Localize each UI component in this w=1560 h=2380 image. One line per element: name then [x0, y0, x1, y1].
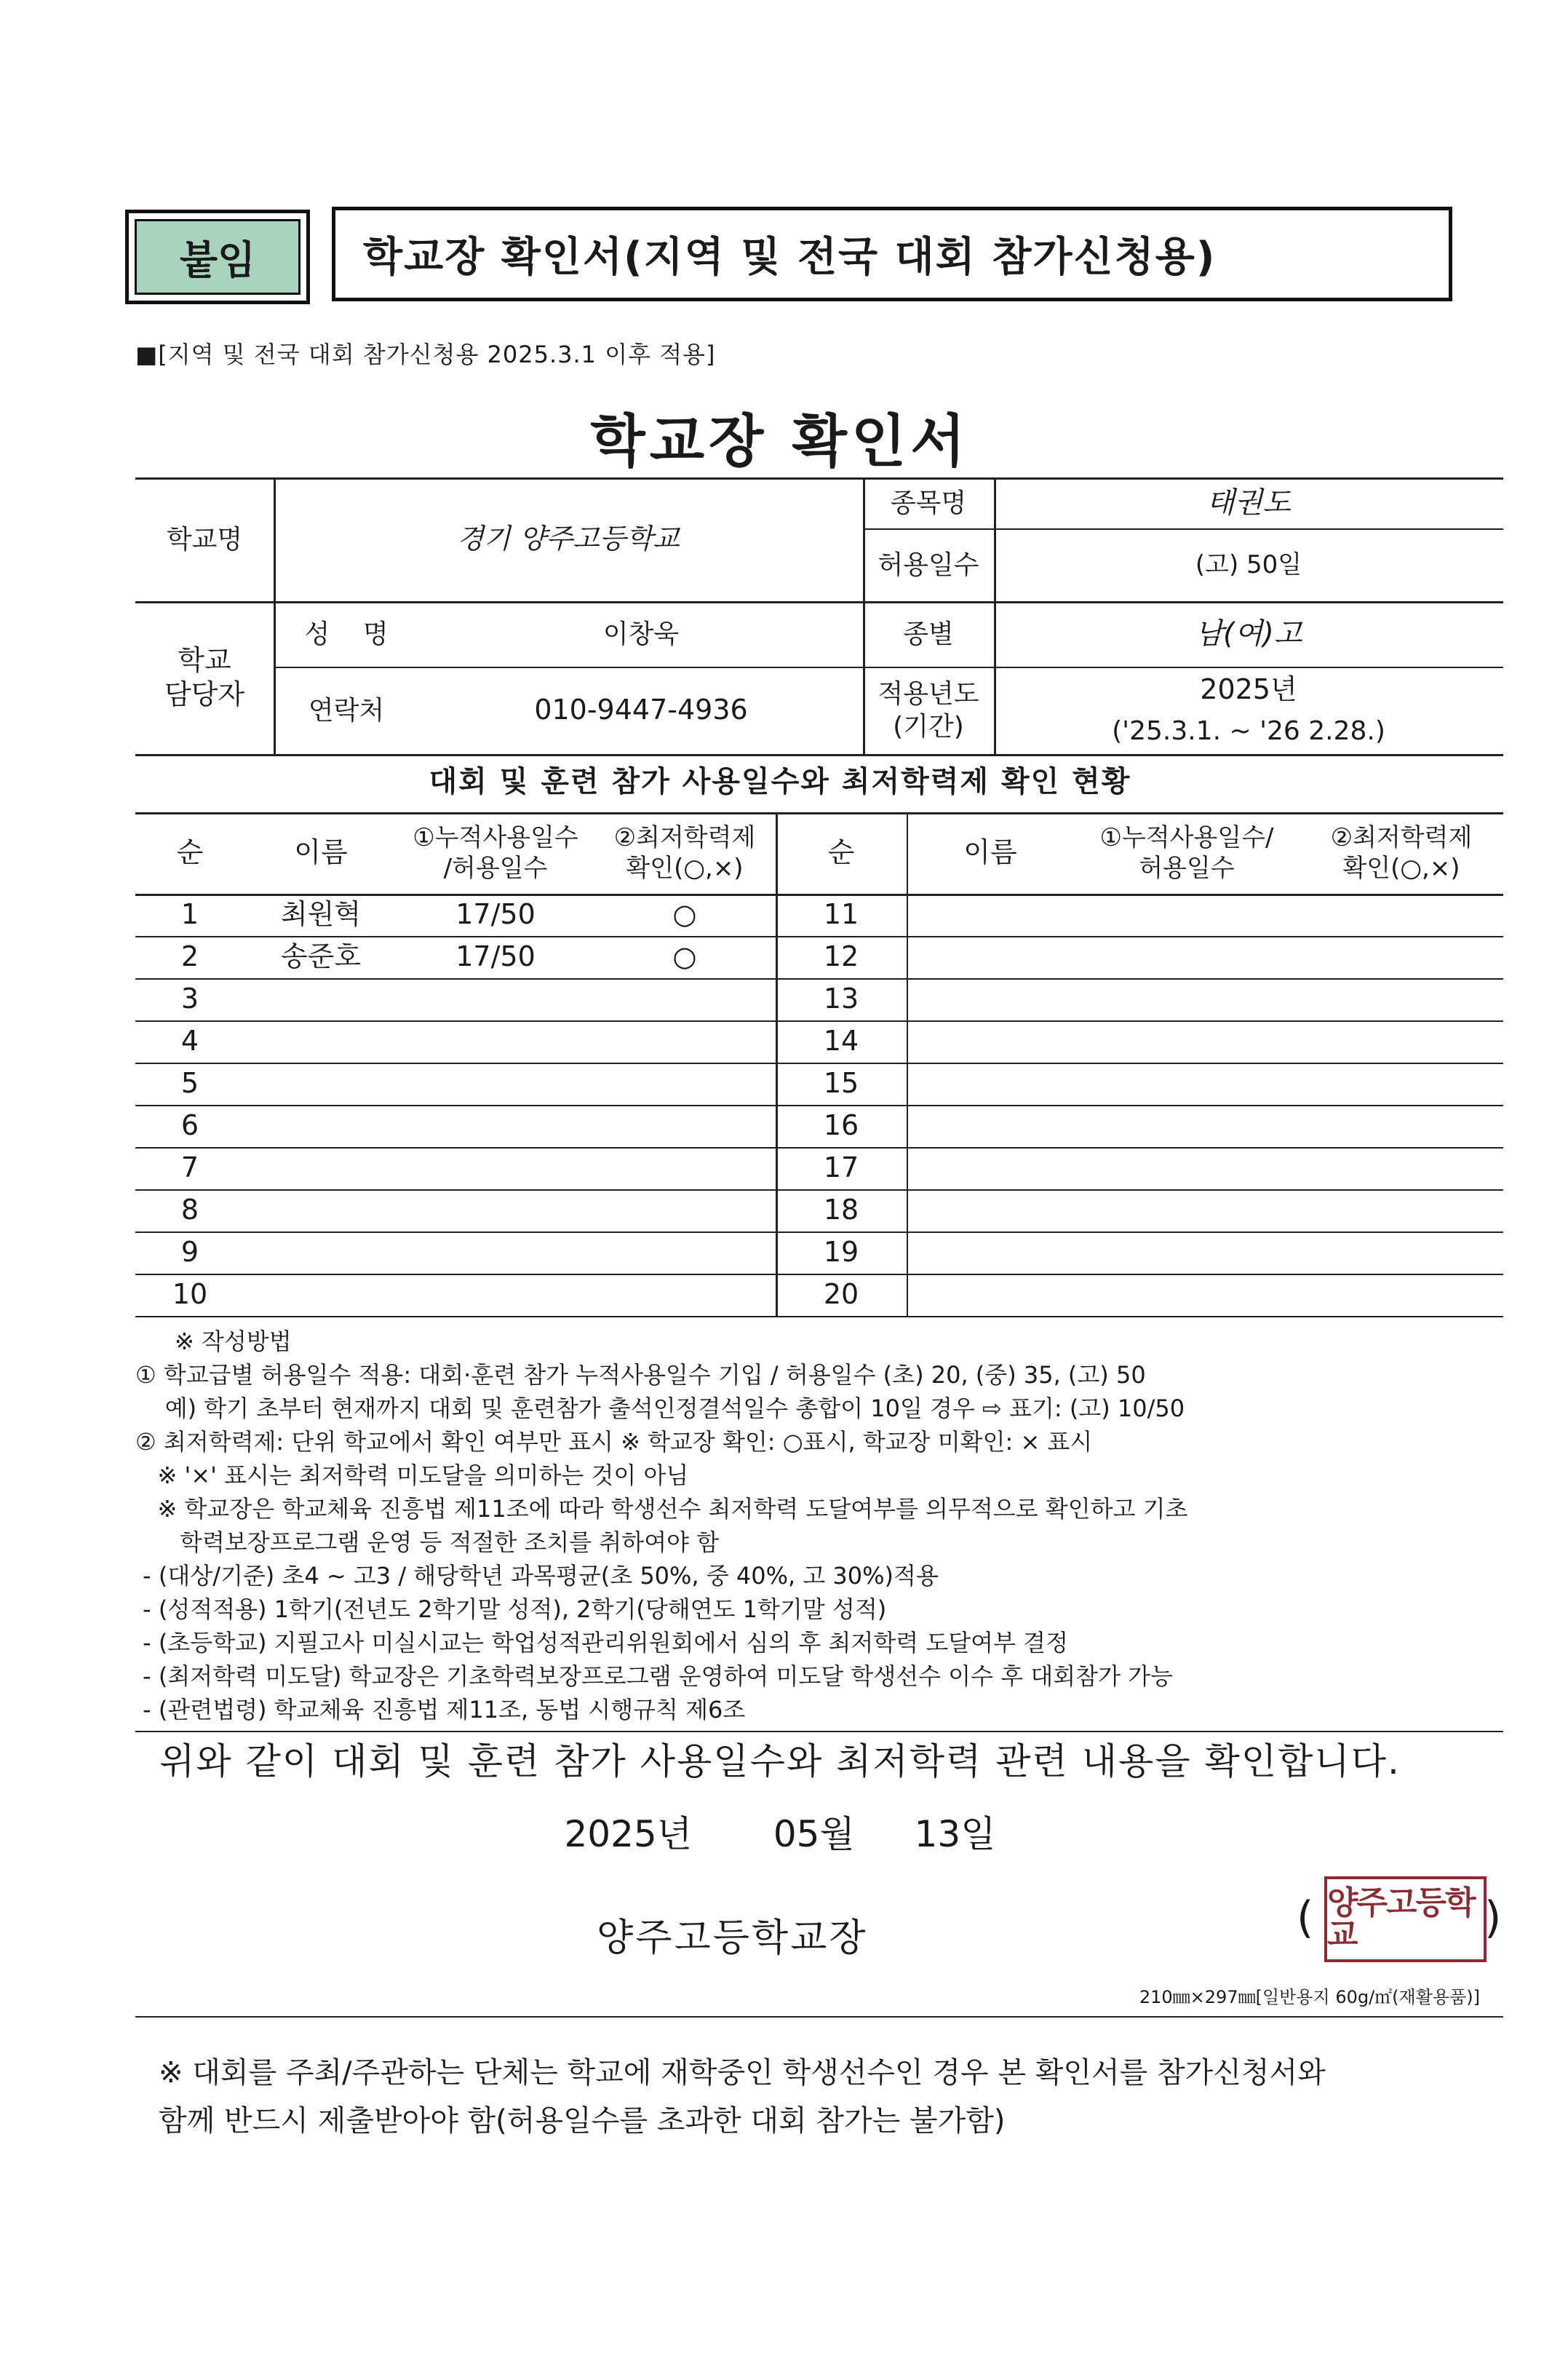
row-cell-check	[594, 1274, 776, 1316]
row-cell-check	[594, 1231, 776, 1274]
row-cell-name: 최원혁	[280, 898, 362, 931]
date-year: 2025년	[564, 1813, 693, 1855]
gender-value: 남(여)고	[1195, 617, 1302, 651]
year-value: 2025년	[1200, 673, 1297, 706]
row-cell-name: 송준호	[280, 940, 362, 973]
row-cell-no: 6	[180, 1109, 199, 1142]
row-cell-no: 3	[180, 983, 199, 1015]
row-cell-check	[594, 1147, 776, 1189]
note-line: ② 최저학력제: 단위 학교에서 확인 여부만 표시 ※ 학교장 확인: ○표시, 학교장 미확인: × 표시	[135, 1428, 1093, 1456]
row-cell-name	[244, 978, 397, 1020]
row-cell-no2: 15	[823, 1067, 859, 1100]
row-divider	[135, 1316, 1503, 1317]
row-cell-days	[397, 1231, 594, 1274]
note-line: 예) 학기 초부터 현재까지 대회 및 훈련참가 출석인정결석일수 총합이 10일 경우 ⇨ 표기: (고) 10/50	[135, 1395, 1185, 1422]
allowed-days-value: (고) 50일	[1195, 550, 1302, 579]
principal-name: 양주고등학교장	[597, 1916, 868, 1960]
row-cell-no2: 17	[823, 1151, 859, 1184]
row-cell-days	[397, 1020, 594, 1063]
row-cell-no: 2	[180, 940, 199, 973]
note-line: - (성적적용) 1학기(전년도 2학기말 성적), 2학기(당해연도 1학기말 성적)	[135, 1595, 887, 1623]
note-line: ① 학교급별 허용일수 적용: 대회·훈련 참가 누적사용일수 기입 / 허용일수 (초) 20, (중) 35, (고) 50	[135, 1361, 1146, 1389]
row-cell-check	[594, 1020, 776, 1063]
confirmation-text: 위와 같이 대회 및 훈련 참가 사용일수와 최저학력 관련 내용을 확인합니다.	[159, 1740, 1401, 1782]
attachment-tag-label: 붙임	[135, 219, 301, 295]
issue-date	[0, 1805, 1560, 1857]
row-cell-check: ○	[672, 898, 697, 931]
footnote-line-2: 함께 반드시 제출받아야 함(허용일수를 초과한 대회 참가는 불가함)	[159, 2104, 1006, 2138]
allowed-days-label: 허용일수	[878, 550, 979, 580]
document-header-title: 학교장 확인서(지역 및 전국 대회 참가신청용)	[332, 207, 1452, 301]
row-cell-check	[594, 978, 776, 1020]
row-cell-no2: 20	[823, 1278, 859, 1311]
row-cell-days: 17/50	[455, 898, 536, 931]
year-label: 적용년도 (기간)	[878, 679, 979, 742]
period-value: ('25.3.1. ~ '26 2.28.)	[1112, 715, 1385, 746]
note-line: - (최저학력 미도달) 학교장은 기초학력보장프로그램 운영하여 미도달 학생선수 이수 후 대회참가 가능	[135, 1662, 1173, 1690]
row-cell-name	[244, 1063, 397, 1105]
manager-label: 학교 담당자	[164, 643, 245, 710]
header-check-right: ②최저학력제 확인(○,×)	[1330, 822, 1473, 883]
note-line: - (관련법령) 학교체육 진흥법 제11조, 동법 시행규칙 제6조	[135, 1696, 746, 1723]
row-cell-days: 17/50	[455, 940, 536, 973]
date-month: 05월	[773, 1813, 855, 1855]
page-title: 학교장 확인서	[590, 409, 970, 475]
header-days: ①누적사용일수 /허용일수	[413, 822, 578, 883]
row-cell-days	[397, 1189, 594, 1231]
row-cell-check	[594, 1105, 776, 1147]
header-days-right: ①누적사용일수/ 허용일수	[1099, 822, 1274, 883]
sport-value: 태권도	[1206, 486, 1291, 520]
manager-name: 이창욱	[602, 619, 680, 649]
paper-spec: 210㎜×297㎜[일반용지 60g/㎡(재활용품)]	[1139, 1987, 1480, 2007]
row-cell-days	[397, 1147, 594, 1189]
header-check: ②최저학력제 확인(○,×)	[613, 822, 756, 883]
row-cell-no: 4	[180, 1025, 199, 1058]
school-value: 경기 양주고등학교	[457, 523, 680, 555]
note-line: - (초등학교) 지필고사 미실시교는 학업성적관리위원회에서 심의 후 최저학력 도달여부 결정	[135, 1629, 1068, 1657]
row-cell-no2: 19	[823, 1236, 859, 1269]
attachment-tag	[125, 210, 310, 304]
contact-value: 010-9447-4936	[534, 694, 748, 726]
row-cell-no2: 14	[823, 1025, 859, 1058]
row-cell-name	[244, 1105, 397, 1147]
row-cell-no: 1	[180, 898, 199, 931]
name-label: 성 명	[304, 619, 389, 649]
seal-paren-close: )	[1484, 1892, 1502, 1943]
header-no-right: 순	[827, 836, 855, 869]
row-cell-no: 9	[180, 1236, 199, 1269]
note-line: ※ '×' 표시는 최저학력 미도달을 의미하는 것이 아님	[135, 1461, 689, 1489]
row-cell-no2: 11	[823, 898, 859, 931]
row-cell-days	[397, 1063, 594, 1105]
row-cell-check	[594, 1063, 776, 1105]
row-cell-no2: 12	[823, 940, 859, 973]
note-line: ※ 학교장은 학교체육 진흥법 제11조에 따라 학생선수 최저학력 도달여부를 의무적으로 확인하고 기초	[135, 1495, 1188, 1523]
row-cell-no2: 18	[823, 1194, 859, 1226]
date-day: 13일	[914, 1813, 996, 1855]
row-cell-no: 5	[180, 1067, 199, 1100]
row-cell-no: 7	[180, 1151, 199, 1184]
row-cell-days	[397, 978, 594, 1020]
row-cell-no: 10	[172, 1278, 208, 1311]
seal-paren-open: (	[1297, 1892, 1314, 1943]
subtitle: ■[지역 및 전국 대회 참가신청용 2025.3.1 이후 적용]	[135, 341, 716, 368]
header-name: 이름	[294, 836, 348, 869]
row-cell-name	[244, 1231, 397, 1274]
footnote-line-1: ※ 대회를 주최/주관하는 단체는 학교에 재학중인 학생선수인 경우 본 확인서를 참가신청서와	[159, 2056, 1326, 2090]
school-label: 학교명	[166, 524, 243, 555]
row-cell-name	[244, 1147, 397, 1189]
row-cell-check	[594, 1189, 776, 1231]
note-line: 학력보장프로그램 운영 등 적절한 조치를 취하여야 함	[135, 1528, 720, 1556]
header-no: 순	[176, 836, 204, 869]
sport-label: 종목명	[890, 488, 967, 518]
school-seal: 양주고등학교	[1324, 1876, 1487, 1962]
section-title: 대회 및 훈련 참가 사용일수와 최저학력제 확인 현황	[429, 765, 1131, 798]
row-cell-no2: 16	[823, 1109, 859, 1142]
header-name-right: 이름	[963, 836, 1017, 869]
row-cell-check: ○	[672, 940, 697, 973]
row-cell-name	[244, 1020, 397, 1063]
row-cell-days	[397, 1274, 594, 1316]
row-cell-no: 8	[180, 1194, 199, 1226]
row-cell-days	[397, 1105, 594, 1147]
note-line: - (대상/기준) 초4 ~ 고3 / 해당학년 과목평균(초 50%, 중 40%, 고 30%)적용	[135, 1562, 939, 1590]
row-cell-no2: 13	[823, 983, 859, 1015]
contact-label: 연락처	[308, 695, 385, 726]
gender-label: 종별	[903, 619, 954, 649]
row-cell-name	[244, 1274, 397, 1316]
row-cell-name	[244, 1189, 397, 1231]
note-line: ※ 작성방법	[175, 1328, 292, 1355]
